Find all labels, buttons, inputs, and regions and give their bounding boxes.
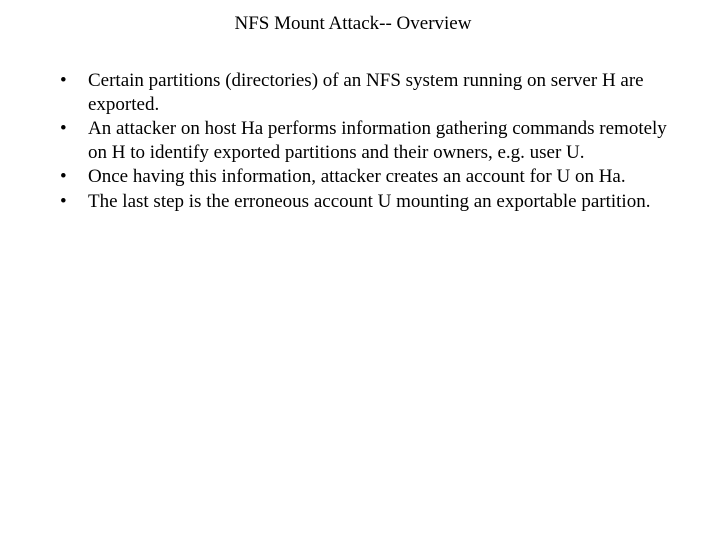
bullet-icon: • bbox=[60, 166, 67, 187]
bullet-text: The last step is the erroneous account U mounting an exportable partition. bbox=[88, 190, 651, 212]
slide-title: NFS Mount Attack-- Overview bbox=[234, 13, 472, 34]
bullet-icon: • bbox=[60, 70, 67, 91]
bullet-item bbox=[60, 117, 670, 164]
bullet-text: Certain partitions (directories) of an NFS system running on server H are exported. bbox=[88, 70, 644, 115]
bullet-text: Once having this information, attacker creates an account for U on Ha. bbox=[88, 166, 626, 187]
bullet-icon: • bbox=[60, 118, 67, 139]
bullet-item bbox=[60, 165, 670, 189]
bullet-item bbox=[60, 69, 670, 116]
bullet-icon: • bbox=[60, 190, 67, 212]
bullet-list bbox=[60, 69, 670, 214]
bullet-text: An attacker on host Ha performs information gathering commands remotely on H to identify exported partitions and their owners, e.g. user U. bbox=[88, 118, 667, 163]
bullet-item bbox=[60, 190, 670, 214]
